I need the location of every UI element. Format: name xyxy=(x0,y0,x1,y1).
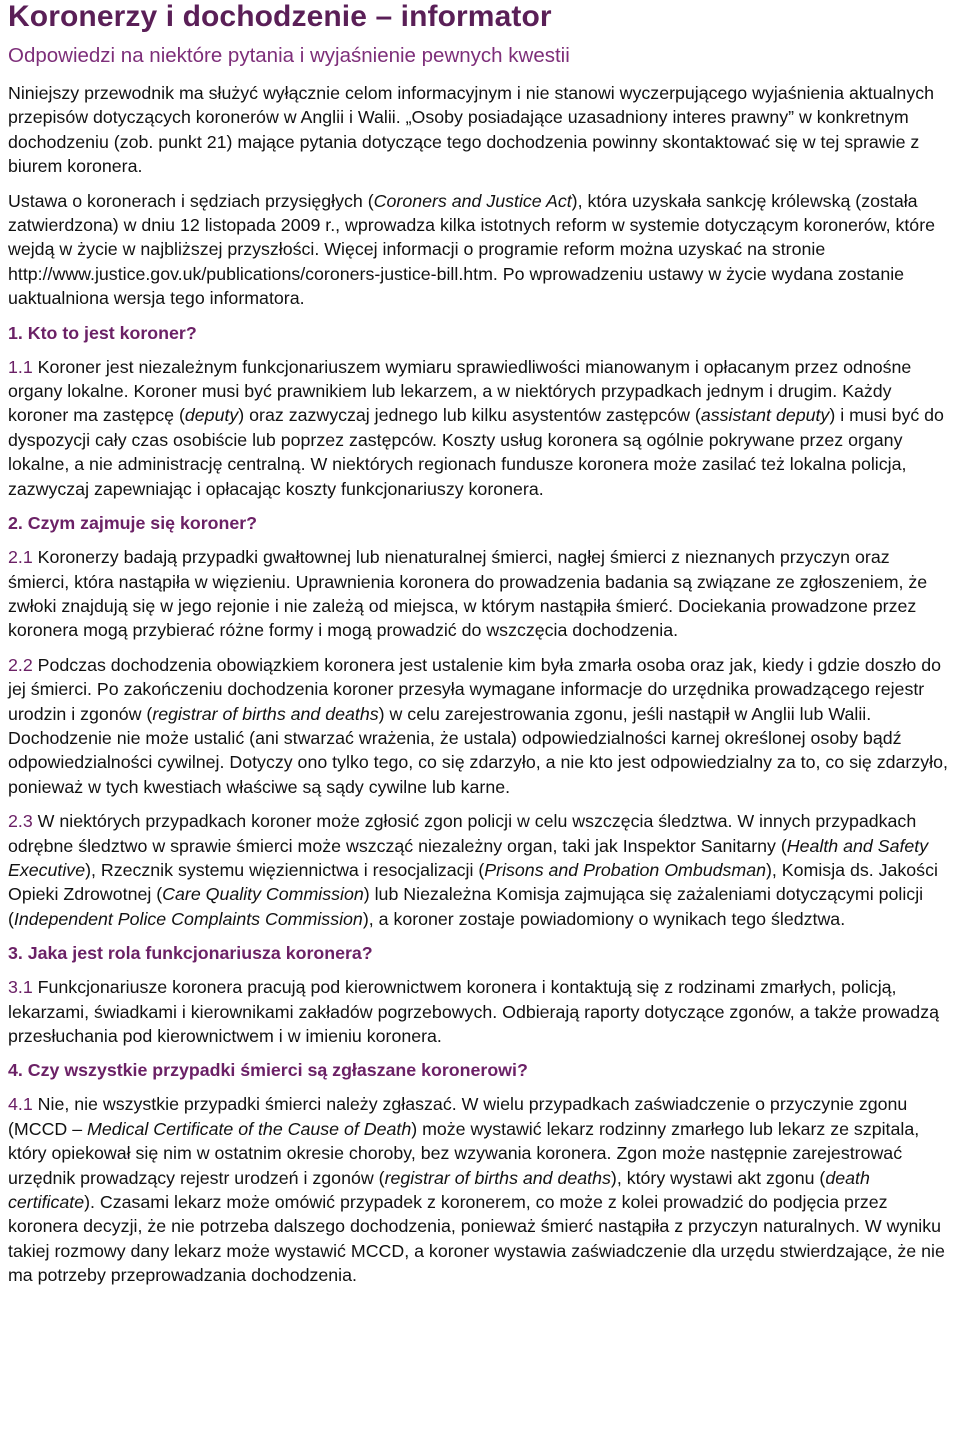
text-run: ), Komisja ds. Jakości Opieki Zdrowotnej ( xyxy=(8,859,938,905)
text-run: Koronerzy badają przypadki gwałtownej lub nienaturalnej śmierci, nagłej śmierci z nieznanych przyczyn oraz śmierci, która nastąpiła w więzieniu. Uprawnienia koronera do prowadzenia badania są związane ze zgłoszeniem, że zwłoki znajdują się w jego rejonie i nie zależą od miejsca, w którym nastąpiła śmierć. Dociekania prowadzone przez koronera mogą przybierać różne formy i mogą prowadzić do wszczęcia dochodzenia. xyxy=(8,547,928,641)
text-run: Koroner jest niezależnym funkcjonariuszem wymiaru sprawiedliwości mianowanym i opłacanym przez odnośne organy lokalne. Koroner musi być prawnikiem lub lekarzem, a w niektórych przypadkach jednym i drugim. Każdy koroner ma zastępcę ( xyxy=(8,356,912,426)
italic-term: registrar of births and deaths xyxy=(152,703,379,724)
text-run: ), Rzecznik systemu więziennictwa i resocjalizacji ( xyxy=(85,859,485,880)
text-run: ) oraz zazwyczaj jednego lub kilku asystentów zastępców ( xyxy=(238,405,701,426)
paragraph-number: 2.3 xyxy=(8,811,33,832)
italic-term: Medical Certificate of the Cause of Death xyxy=(87,1118,412,1139)
section-heading-3: 3. Jaka jest rola funkcjonariusza koronera? xyxy=(8,943,373,964)
document-title: Koronerzy i dochodzenie – informator xyxy=(8,0,552,33)
paragraph-2-3 xyxy=(8,809,954,931)
section-heading-2: 2. Czym zajmuje się koroner? xyxy=(8,513,258,534)
text-run: ) w celu zarejestrowania zgonu, jeśli nastąpił w Anglii lub Walii. Dochodzenie nie może ustalić (ani stwarzać wrażenia, że ustala) odpowiedzialności karnej określonej osoby bądź odpowiedzialności cywilnej. Dotyczy ono tylko tego, co się zdarzyło, a nie kto jest odpowiedzialny za to, co się zdarzyło, ponieważ w tych kwestiach właściwe są sądy cywilne lub karne. xyxy=(8,703,948,797)
paragraph-2-2 xyxy=(8,653,954,799)
text-run: Funkcjonariusze koronera pracują pod kierownictwem koronera i kontaktują się z rodzinami zmarłych, policją, lekarzami, świadkami i kierownikami zakładów pogrzebowych. Odbierają raporty dotyczące zgonów, a także prowadzą przesłuchania pod kierownictwem i w imieniu koronera. xyxy=(8,977,939,1046)
paragraph-3-1 xyxy=(8,975,954,1048)
text-run: Nie, nie wszystkie przypadki śmierci należy zgłaszać. W wielu przypadkach zaświadczenie o przyczynie zgonu (MCCD – xyxy=(8,1094,908,1139)
paragraph-2-1 xyxy=(8,545,954,643)
paragraph-number: 4.1 xyxy=(8,1094,33,1115)
paragraph-4-1 xyxy=(8,1092,954,1287)
italic-term: Independent Police Complaints Commission xyxy=(13,908,363,929)
text-run: ) i musi być do dyspozycji cały czas osobiście lub poprzez zastępców. Koszty usług koronera są ogólnie pokrywane przez organy lokalne, a nie administrację centralną. W niektórych regionach fundusze koronera może zasilać też lokalna policja, zazwyczaj zapewniając i opłacając koszty funkcjonariuszy koronera. xyxy=(8,405,944,499)
text-run: Ustawa o koronerach i sędziach przysięgłych ( xyxy=(8,190,374,211)
text-run: W niektórych przypadkach koroner może zgłosić zgon policji w celu wszczęcia śledztwa. W innych przypadkach odrębne śledztwo w sprawie śmierci może wszcząć niezależny organ, taki jak Inspektor Sanitarny ( xyxy=(8,811,917,856)
section-heading-1: 1. Kto to jest koroner? xyxy=(8,322,197,343)
text-run: ), a koroner zostaje powiadomiony o wynikach tego śledztwa. xyxy=(362,908,846,929)
text-run: ), który wystawi akt zgonu ( xyxy=(610,1167,826,1188)
italic-term: Health and Safety Executive xyxy=(8,835,929,880)
italic-term: death certificate xyxy=(8,1167,870,1213)
act-paragraph xyxy=(8,189,954,311)
paragraph-number: 1.1 xyxy=(8,356,33,377)
italic-term: Prisons and Probation Ombudsman xyxy=(484,859,766,880)
section-heading-4: 4. Czy wszystkie przypadki śmierci są zgłaszane koronerowi? xyxy=(8,1060,528,1081)
paragraph-1-1 xyxy=(8,355,954,501)
paragraph-number: 2.1 xyxy=(8,547,33,568)
text-run: ) może wystawić lekarz rodzinny zmarłego lub lekarz ze szpitala, który opiekował się nim w ostatnim okresie choroby, bez wzywania koronera. Zgon może następnie zarejestrować urzędnik prowadzący rejestr urodzeń i zgonów ( xyxy=(8,1118,920,1188)
paragraph-number: 2.2 xyxy=(8,654,33,675)
document-subtitle: Odpowiedzi na niektóre pytania i wyjaśnienie pewnych kwestii xyxy=(8,44,570,67)
text-run: ) lub Niezależna Komisja zajmująca się zażaleniami dotyczącymi policji ( xyxy=(8,884,924,929)
italic-term: deputy xyxy=(184,405,239,426)
intro-paragraph: Niniejszy przewodnik ma służyć wyłącznie celom informacyjnym i nie stanowi wyczerpującego wyjaśnienia aktualnych przepisów dotyczących koronerów w Anglii i Walii. „Osoby posiadające uzasadniony interes prawny” w konkretnym dochodzeniu (zob. punkt 21) mające pytania dotyczące tego dochodzenia powinny skontaktować się w tej sprawie z biurem koronera. xyxy=(8,83,934,177)
italic-term: assistant deputy xyxy=(700,405,830,426)
text-run: Podczas dochodzenia obowiązkiem koronera jest ustalenie kim była zmarła osoba oraz jak, kiedy i gdzie doszło do jej śmierci. Po zakończeniu dochodzenia koroner przesyła wymagane informacje do urzędnika prowadzącego rejestr urodzin i zgonów ( xyxy=(8,654,942,724)
italic-term: Coroners and Justice Act xyxy=(373,190,572,211)
paragraph-number: 3.1 xyxy=(8,977,33,998)
italic-term: registrar of births and deaths xyxy=(384,1167,611,1188)
italic-term: Care Quality Commission xyxy=(162,884,364,905)
text-run: ), która uzyskała sankcję królewską (została zatwierdzona) w dniu 12 listopada 2009 r., wprowadza kilka istotnych reform w systemie dotyczącym koronerów, które wejdą w życie w najbliższej przyszłości. Więcej informacji o programie reform można uzyskać na stronie http://www.justice.gov.uk/publications/coroners-justice-bill.htm. Po wprowadzeniu ustawy w życie wydana zostanie uaktualniona wersja tego informatora. xyxy=(8,190,936,309)
text-run: ). Czasami lekarz może omówić przypadek z koronerem, co może z kolei prowadzić do podjęcia przez koronera decyzji, że nie potrzeba dalszego dochodzenia, ponieważ śmierć nastąpiła z przyczyn naturalnych. W wyniku takiej rozmowy dany lekarz może wystawić MCCD, a koroner wystawia zaświadczenie dla urzędu stwierdzające, że nie ma potrzeby przeprowadzania dochodzenia. xyxy=(8,1192,945,1286)
